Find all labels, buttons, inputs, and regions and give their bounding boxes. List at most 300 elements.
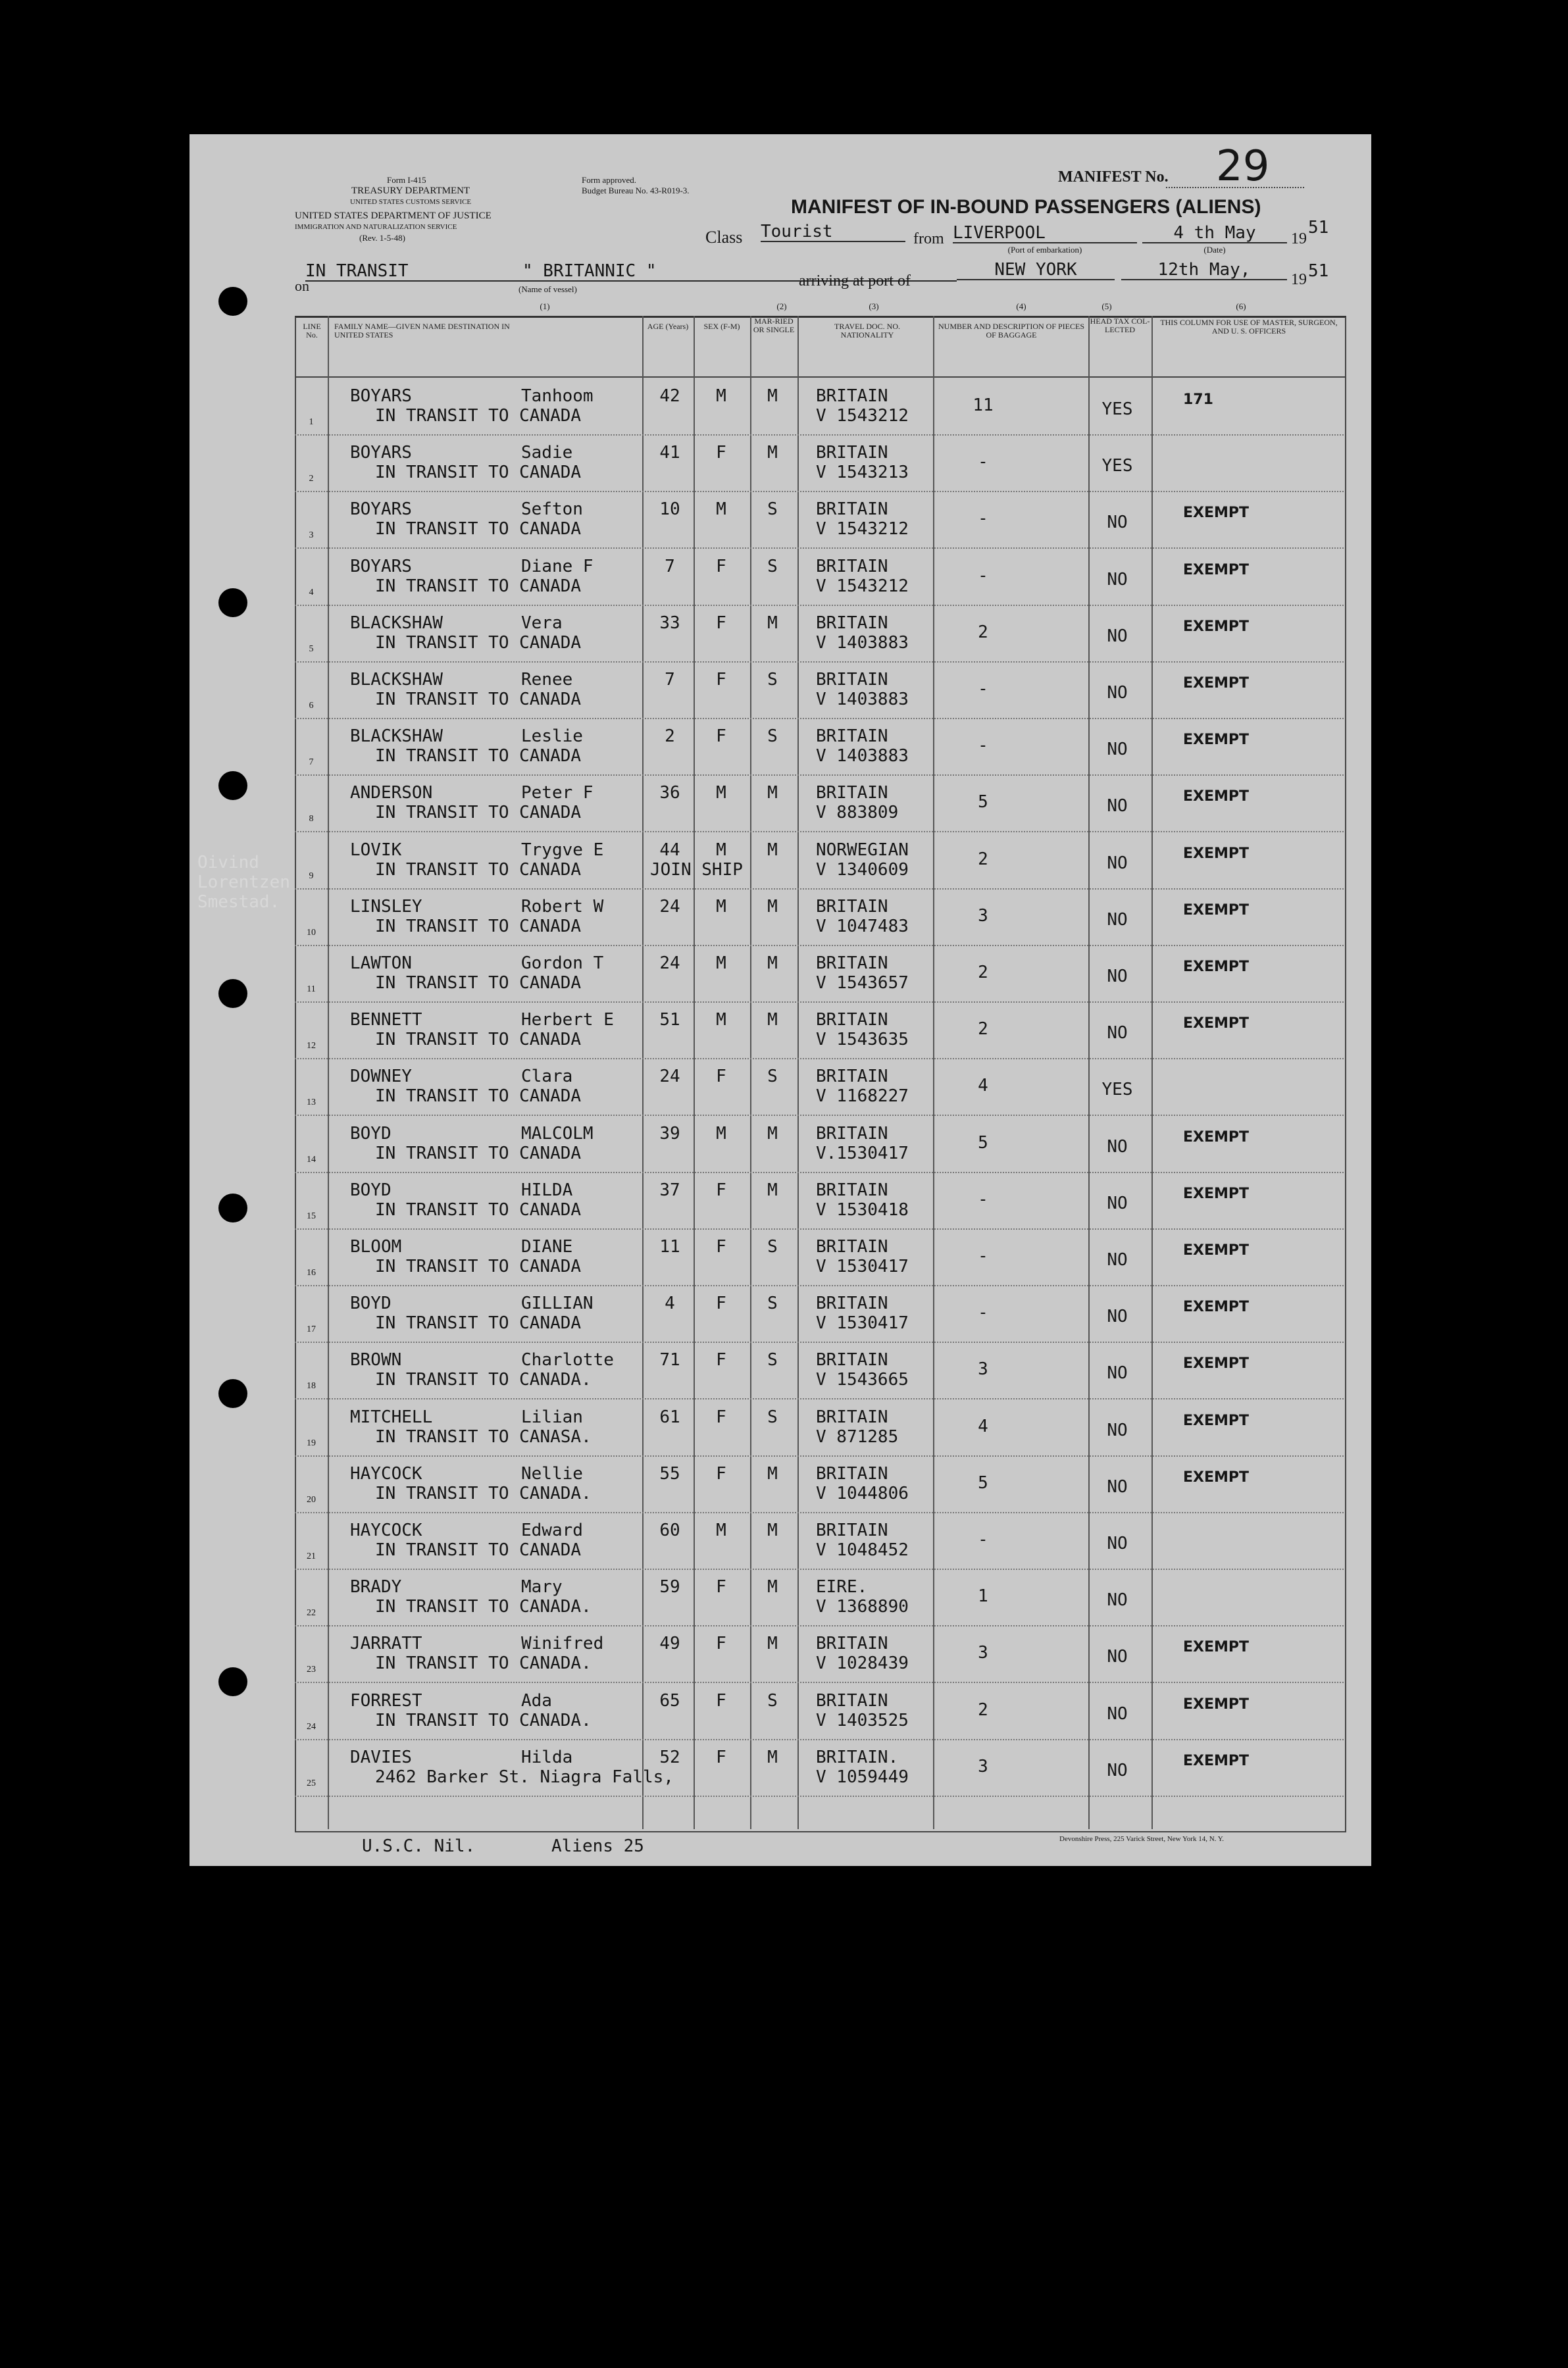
- table-row: [295, 832, 1344, 890]
- line-number: 8: [309, 814, 314, 824]
- travel-document-number: V 1403883: [816, 690, 909, 709]
- passenger-given-name: DIANE: [521, 1237, 573, 1257]
- passenger-destination: IN TRANSIT TO CANADA: [375, 519, 582, 540]
- baggage-count: 2: [978, 849, 988, 869]
- col-header-officers: THIS COLUMN FOR USE OF MASTER, SURGEON, AND U. S. OFFICERS: [1160, 318, 1338, 336]
- officer-notation: EXEMPT: [1183, 959, 1250, 975]
- head-tax-collected: NO: [1107, 1023, 1128, 1044]
- passenger-destination: IN TRANSIT TO CANADA.: [375, 1710, 592, 1730]
- passenger-destination: IN TRANSIT TO CANADA.: [375, 1653, 592, 1674]
- passenger-given-name: Robert W: [521, 896, 604, 917]
- passenger-age: 24: [659, 896, 680, 917]
- binder-hole: [218, 588, 247, 617]
- date-of-arrival: 12th May,: [1121, 261, 1287, 280]
- passenger-destination: IN TRANSIT TO CANADA: [375, 1199, 582, 1220]
- passenger-nationality: BRITAIN: [816, 1237, 888, 1257]
- passenger-surname: HAYCOCK: [350, 1463, 422, 1484]
- baggage-count: 5: [978, 1132, 988, 1153]
- passenger-surname: FORREST: [350, 1690, 422, 1711]
- passenger-age: 7: [665, 556, 675, 576]
- passenger-nationality: BRITAIN: [816, 1463, 888, 1484]
- year-prefix: 19: [1291, 230, 1307, 247]
- passenger-surname: DAVIES: [350, 1747, 412, 1767]
- vessel-name: " BRITANNIC ": [430, 262, 957, 282]
- class-label: Class: [705, 228, 743, 247]
- passenger-given-name: HILDA: [521, 1180, 573, 1200]
- margin-note-line: Oivind: [197, 853, 259, 872]
- passenger-given-name: Gordon T: [521, 953, 604, 973]
- line-number: 11: [307, 984, 316, 994]
- passenger-surname: BROWN: [350, 1350, 402, 1371]
- passenger-age: 44: [659, 840, 680, 860]
- baggage-count: -: [978, 1303, 988, 1323]
- passenger-destination: IN TRANSIT TO CANADA: [375, 1540, 582, 1560]
- form-number: Form I-415: [387, 175, 426, 185]
- passenger-given-name: Edward: [521, 1521, 583, 1540]
- head-tax-collected: YES: [1101, 1080, 1133, 1100]
- passenger-marital-status: M: [767, 1463, 778, 1484]
- passenger-age: 60: [659, 1521, 680, 1540]
- line-number: 10: [307, 927, 316, 938]
- year-of-arrival: 51: [1308, 261, 1329, 281]
- head-tax-collected: NO: [1107, 967, 1128, 986]
- passenger-nationality: BRITAIN: [816, 556, 888, 576]
- from-label: from: [913, 230, 944, 247]
- passenger-sex: F: [716, 670, 726, 690]
- head-tax-collected: NO: [1107, 1760, 1128, 1780]
- passenger-marital-status: M: [767, 840, 778, 860]
- passenger-marital-status: S: [767, 499, 778, 520]
- passenger-sex: M: [716, 499, 726, 520]
- passenger-surname: BLOOM: [350, 1237, 402, 1257]
- travel-document-number: V 1543635: [816, 1030, 909, 1050]
- immigration-service: IMMIGRATION AND NATURALIZATION SERVICE: [295, 223, 457, 231]
- table-row: [295, 1172, 1344, 1230]
- passenger-marital-status: S: [767, 726, 778, 747]
- line-number: 9: [309, 870, 314, 881]
- passenger-sex: F: [716, 1067, 726, 1087]
- passenger-marital-status: S: [767, 1237, 778, 1257]
- head-tax-collected: NO: [1107, 740, 1128, 760]
- binder-hole: [218, 1194, 247, 1222]
- passenger-sex: M: [716, 386, 726, 406]
- head-tax-collected: NO: [1107, 1420, 1128, 1440]
- passenger-surname: BLACKSHAW: [350, 613, 443, 633]
- passenger-given-name: Hilda: [521, 1747, 573, 1767]
- head-tax-collected: NO: [1107, 683, 1128, 703]
- officer-notation: EXEMPT: [1183, 1355, 1250, 1373]
- col-header-married: MAR-RIED OR SINGLE: [753, 316, 795, 334]
- manifest-no-label: MANIFEST No.: [1058, 168, 1169, 186]
- passenger-given-name: Charlotte: [521, 1350, 614, 1371]
- officer-notation: EXEMPT: [1183, 1752, 1250, 1769]
- passenger-destination: IN TRANSIT TO CANASA.: [375, 1426, 592, 1447]
- passenger-age: 24: [659, 953, 680, 973]
- passenger-sex: F: [716, 1690, 726, 1711]
- head-tax-collected: NO: [1107, 513, 1128, 533]
- passenger-nationality: BRITAIN: [816, 1067, 888, 1087]
- table-row: [295, 1512, 1344, 1570]
- passenger-sex: M: [716, 840, 726, 860]
- revision: (Rev. 1-5-48): [359, 233, 405, 243]
- travel-document-number: V 1543657: [816, 973, 909, 993]
- passenger-given-name: Trygve E: [521, 840, 604, 860]
- passenger-surname: BOYARS: [350, 499, 412, 520]
- passenger-age: 51: [659, 1010, 680, 1030]
- passenger-nationality: BRITAIN: [816, 783, 888, 803]
- officer-notation: EXEMPT: [1183, 1412, 1250, 1429]
- binder-hole: [218, 979, 247, 1008]
- table-row: [295, 1399, 1344, 1457]
- passenger-marital-status: S: [767, 556, 778, 576]
- passenger-sex: M: [716, 953, 726, 973]
- officer-notation: EXEMPT: [1183, 1639, 1250, 1656]
- date-of-embarkation: 4 th May: [1142, 224, 1287, 243]
- col-header-age: AGE (Years): [647, 322, 689, 331]
- passenger-nationality: BRITAIN: [816, 1350, 888, 1371]
- passenger-sex: F: [716, 726, 726, 747]
- passenger-age: 65: [659, 1690, 680, 1711]
- passenger-destination: IN TRANSIT TO CANADA: [375, 916, 582, 936]
- table-row: [295, 378, 1344, 436]
- baggage-count: 2: [978, 622, 988, 642]
- line-number: 25: [307, 1778, 316, 1788]
- passenger-destination: IN TRANSIT TO CANADA: [375, 632, 582, 653]
- line-number: 17: [307, 1324, 316, 1335]
- passenger-surname: JARRATT: [350, 1634, 422, 1654]
- officer-notation: EXEMPT: [1183, 1242, 1250, 1259]
- passenger-age: 41: [659, 443, 680, 463]
- baggage-count: 2: [978, 1700, 988, 1720]
- passenger-sex: F: [716, 1634, 726, 1654]
- head-tax-collected: NO: [1107, 1647, 1128, 1667]
- table-row: [295, 1569, 1344, 1626]
- table-row: [295, 718, 1344, 776]
- travel-document-number: V 1044806: [816, 1483, 909, 1503]
- manifest-title: MANIFEST OF IN-BOUND PASSENGERS (ALIENS): [791, 196, 1261, 218]
- passenger-surname: HAYCOCK: [350, 1521, 422, 1540]
- head-tax-collected: YES: [1101, 456, 1133, 476]
- treasury-department: TREASURY DEPARTMENT: [351, 186, 470, 196]
- officer-notation: EXEMPT: [1183, 1299, 1250, 1316]
- passenger-given-name: Diane F: [521, 556, 594, 576]
- passenger-sex: F: [716, 1407, 726, 1427]
- passenger-surname: BOYARS: [350, 556, 412, 576]
- column-number: (4): [1016, 301, 1026, 311]
- head-tax-collected: NO: [1107, 1363, 1128, 1384]
- passenger-marital-status: M: [767, 1180, 778, 1200]
- head-tax-collected: NO: [1107, 1136, 1128, 1157]
- travel-document-number: V 1530417: [816, 1313, 909, 1334]
- passenger-surname: BLACKSHAW: [350, 670, 443, 690]
- passenger-sex: F: [716, 1577, 726, 1598]
- col-header-travel-doc: TRAVEL DOC. NO. NATIONALITY: [834, 322, 900, 340]
- line-number: 6: [309, 701, 314, 711]
- baggage-count: 3: [978, 1756, 988, 1776]
- passenger-nationality: EIRE.: [816, 1577, 868, 1598]
- passenger-given-name: Winifred: [521, 1634, 604, 1654]
- baggage-count: -: [978, 679, 988, 699]
- passenger-sex: M: [716, 896, 726, 917]
- travel-document-number: V 883809: [816, 803, 899, 823]
- passenger-given-name: Tanhoom: [521, 386, 594, 406]
- baggage-count: 3: [978, 1359, 988, 1380]
- passenger-note: JOIN SHIP: [650, 859, 743, 880]
- passenger-marital-status: S: [767, 670, 778, 690]
- passenger-age: 52: [659, 1747, 680, 1767]
- baggage-count: 5: [978, 1473, 988, 1493]
- port-of-arrival: NEW YORK: [957, 261, 1115, 280]
- passenger-marital-status: M: [767, 443, 778, 463]
- passenger-surname: ANDERSON: [350, 783, 433, 803]
- passenger-sex: M: [716, 1123, 726, 1144]
- officer-notation: EXEMPT: [1183, 1469, 1250, 1486]
- passenger-surname: BOYARS: [350, 443, 412, 463]
- passenger-given-name: Renee: [521, 670, 573, 690]
- passenger-sex: F: [716, 556, 726, 576]
- passenger-destination: IN TRANSIT TO CANADA: [375, 406, 582, 426]
- table-row: [295, 1625, 1344, 1683]
- passenger-given-name: Ada: [521, 1690, 552, 1711]
- officer-notation: EXEMPT: [1183, 561, 1250, 578]
- travel-document-number: V 1543213: [816, 463, 909, 483]
- officer-notation: EXEMPT: [1183, 732, 1250, 749]
- head-tax-collected: YES: [1101, 399, 1133, 419]
- travel-document-number: V 1340609: [816, 859, 909, 880]
- table-row: [295, 1342, 1344, 1399]
- year-of-embarkation: 51: [1308, 218, 1329, 238]
- table-row: [295, 888, 1344, 946]
- passenger-sex: M: [716, 783, 726, 803]
- passenger-nationality: BRITAIN: [816, 386, 888, 406]
- manifest-no-line: [1166, 187, 1304, 188]
- head-tax-collected: NO: [1107, 1307, 1128, 1327]
- binder-hole: [218, 771, 247, 800]
- line-number: 4: [309, 587, 314, 597]
- travel-document-number: V.1530417: [816, 1143, 909, 1163]
- passenger-age: 10: [659, 499, 680, 520]
- passenger-sex: F: [716, 1350, 726, 1371]
- port-embarkation-caption: (Port of embarkation): [1007, 245, 1082, 255]
- passenger-nationality: BRITAIN: [816, 726, 888, 747]
- passenger-sex: F: [716, 443, 726, 463]
- customs-service: UNITED STATES CUSTOMS SERVICE: [350, 198, 472, 206]
- head-tax-collected: NO: [1107, 569, 1128, 590]
- col-header-sex: SEX (F-M): [703, 322, 740, 331]
- officer-notation: 171: [1183, 391, 1213, 408]
- binder-hole: [218, 287, 247, 316]
- travel-document-number: V 1047483: [816, 916, 909, 936]
- passenger-nationality: BRITAIN: [816, 1407, 888, 1427]
- passenger-age: 71: [659, 1350, 680, 1371]
- head-tax-collected: NO: [1107, 1250, 1128, 1270]
- passenger-given-name: Peter F: [521, 783, 594, 803]
- passenger-nationality: BRITAIN: [816, 1634, 888, 1654]
- passenger-surname: BLACKSHAW: [350, 726, 443, 747]
- passenger-destination: IN TRANSIT TO CANADA.: [375, 1370, 592, 1390]
- table-row: [295, 1455, 1344, 1513]
- column-number: (5): [1101, 301, 1112, 311]
- travel-document-number: V 1543212: [816, 406, 909, 426]
- passenger-marital-status: M: [767, 1747, 778, 1767]
- baggage-count: 3: [978, 1643, 988, 1663]
- col-header-name: FAMILY NAME—GIVEN NAME DESTINATION IN UNITED STATES: [334, 322, 510, 340]
- passenger-surname: BOYD: [350, 1294, 392, 1314]
- officer-notation: EXEMPT: [1183, 1185, 1250, 1202]
- passenger-given-name: Leslie: [521, 726, 583, 747]
- passenger-marital-status: M: [767, 1521, 778, 1540]
- passenger-surname: LINSLEY: [350, 896, 422, 917]
- passenger-nationality: BRITAIN.: [816, 1747, 899, 1767]
- passenger-surname: BOYD: [350, 1123, 392, 1144]
- passenger-nationality: BRITAIN: [816, 953, 888, 973]
- passenger-nationality: NORWEGIAN: [816, 840, 909, 860]
- table-row: [295, 1001, 1344, 1059]
- passenger-age: 2: [665, 726, 675, 747]
- passenger-nationality: BRITAIN: [816, 499, 888, 520]
- date-caption: (Date): [1203, 245, 1226, 255]
- officer-notation: EXEMPT: [1183, 618, 1250, 635]
- line-number: 21: [307, 1551, 316, 1561]
- officer-notation: EXEMPT: [1183, 901, 1250, 919]
- table-row: [295, 1228, 1344, 1286]
- passenger-age: 49: [659, 1634, 680, 1654]
- travel-document-number: V 1543212: [816, 519, 909, 540]
- passenger-sex: M: [716, 1521, 726, 1540]
- passenger-surname: BENNETT: [350, 1010, 422, 1030]
- passenger-destination: IN TRANSIT TO CANADA: [375, 463, 582, 483]
- port-of-embarkation: LIVERPOOL: [953, 224, 1137, 243]
- passenger-sex: F: [716, 1747, 726, 1767]
- passenger-destination: IN TRANSIT TO CANADA: [375, 690, 582, 709]
- passenger-destination: IN TRANSIT TO CANADA: [375, 746, 582, 767]
- passenger-given-name: Vera: [521, 613, 563, 633]
- line-number: 19: [307, 1438, 316, 1448]
- passenger-marital-status: M: [767, 1010, 778, 1030]
- passenger-nationality: BRITAIN: [816, 1010, 888, 1030]
- head-tax-collected: NO: [1107, 1590, 1128, 1611]
- table-row: [295, 1285, 1344, 1343]
- table-row: [295, 1115, 1344, 1173]
- travel-document-number: V 1403883: [816, 746, 909, 767]
- baggage-count: 11: [973, 395, 994, 415]
- passenger-given-name: MALCOLM: [521, 1123, 594, 1144]
- passenger-marital-status: M: [767, 783, 778, 803]
- passenger-marital-status: M: [767, 1577, 778, 1598]
- passenger-destination: IN TRANSIT TO CANADA: [375, 1257, 582, 1276]
- baggage-count: 4: [978, 1416, 988, 1436]
- passenger-marital-status: S: [767, 1690, 778, 1711]
- passenger-age: 24: [659, 1067, 680, 1087]
- passenger-sex: F: [716, 1463, 726, 1484]
- passenger-nationality: BRITAIN: [816, 1294, 888, 1314]
- line-number: 22: [307, 1608, 316, 1619]
- passenger-marital-status: M: [767, 386, 778, 406]
- line-number: 24: [307, 1721, 316, 1732]
- baggage-count: 4: [978, 1076, 988, 1096]
- line-number: 13: [307, 1097, 316, 1108]
- officer-notation: EXEMPT: [1183, 675, 1250, 692]
- baggage-count: 1: [978, 1586, 988, 1607]
- head-tax-collected: NO: [1107, 796, 1128, 817]
- column-number: (2): [776, 301, 787, 311]
- baggage-count: 5: [978, 792, 988, 813]
- passenger-sex: F: [716, 1237, 726, 1257]
- passenger-nationality: BRITAIN: [816, 670, 888, 690]
- line-number: 20: [307, 1494, 316, 1505]
- passenger-destination: 2462 Barker St. Niagra Falls,: [375, 1767, 674, 1787]
- passenger-marital-status: M: [767, 1123, 778, 1144]
- passenger-destination: IN TRANSIT TO CANADA: [375, 1086, 582, 1107]
- line-number: 12: [307, 1041, 316, 1051]
- travel-document-number: V 1028439: [816, 1653, 909, 1674]
- column-number: (3): [869, 301, 879, 311]
- travel-document-number: V 1048452: [816, 1540, 909, 1560]
- passenger-age: 11: [659, 1237, 680, 1257]
- line-number: 15: [307, 1211, 316, 1221]
- on-value: IN TRANSIT: [305, 262, 430, 282]
- passenger-given-name: GILLIAN: [521, 1294, 594, 1314]
- binder-hole: [218, 1379, 247, 1408]
- head-tax-collected: NO: [1107, 1703, 1128, 1724]
- line-number: 23: [307, 1665, 316, 1675]
- passenger-age: 7: [665, 670, 675, 690]
- passenger-nationality: BRITAIN: [816, 443, 888, 463]
- passenger-surname: LAWTON: [350, 953, 412, 973]
- passenger-age: 4: [665, 1294, 675, 1314]
- head-tax-collected: NO: [1107, 626, 1128, 646]
- baggage-count: 3: [978, 905, 988, 926]
- passenger-given-name: Sefton: [521, 499, 583, 520]
- passenger-destination: IN TRANSIT TO CANADA: [375, 1030, 582, 1050]
- line-number: 18: [307, 1381, 316, 1392]
- passenger-age: 33: [659, 613, 680, 633]
- usc-nil: U.S.C. Nil.: [362, 1836, 476, 1856]
- passenger-sex: M: [716, 1010, 726, 1030]
- margin-note-line: Lorentzen: [197, 872, 290, 892]
- travel-document-number: V 1403525: [816, 1710, 909, 1730]
- baggage-count: -: [978, 1246, 988, 1266]
- passenger-sex: F: [716, 1180, 726, 1200]
- passenger-surname: BOYD: [350, 1180, 392, 1200]
- passenger-age: 61: [659, 1407, 680, 1427]
- passenger-given-name: Clara: [521, 1067, 573, 1087]
- passenger-destination: IN TRANSIT TO CANADA.: [375, 1483, 592, 1503]
- table-row: [295, 605, 1344, 663]
- baggage-count: 2: [978, 1019, 988, 1040]
- aliens-count: Aliens 25: [551, 1836, 644, 1856]
- table-row: [295, 661, 1344, 719]
- column-number: (1): [540, 301, 550, 311]
- line-number: 14: [307, 1154, 316, 1165]
- passenger-sex: F: [716, 613, 726, 633]
- line-number: 5: [309, 643, 314, 654]
- margin-note-line: Smestad.: [197, 892, 280, 912]
- passenger-destination: IN TRANSIT TO CANADA: [375, 803, 582, 823]
- head-tax-collected: NO: [1107, 853, 1128, 873]
- form-approved: Form approved.: [582, 175, 637, 185]
- table-row: [295, 945, 1344, 1003]
- travel-document-number: V 1543665: [816, 1370, 909, 1390]
- table-row: [295, 434, 1344, 492]
- passenger-given-name: Lilian: [521, 1407, 583, 1427]
- passenger-nationality: BRITAIN: [816, 1521, 888, 1540]
- officer-notation: EXEMPT: [1183, 1696, 1250, 1713]
- passenger-nationality: BRITAIN: [816, 896, 888, 917]
- baggage-count: -: [978, 509, 988, 529]
- travel-document-number: V 1530418: [816, 1199, 909, 1220]
- table-row: [295, 1682, 1344, 1740]
